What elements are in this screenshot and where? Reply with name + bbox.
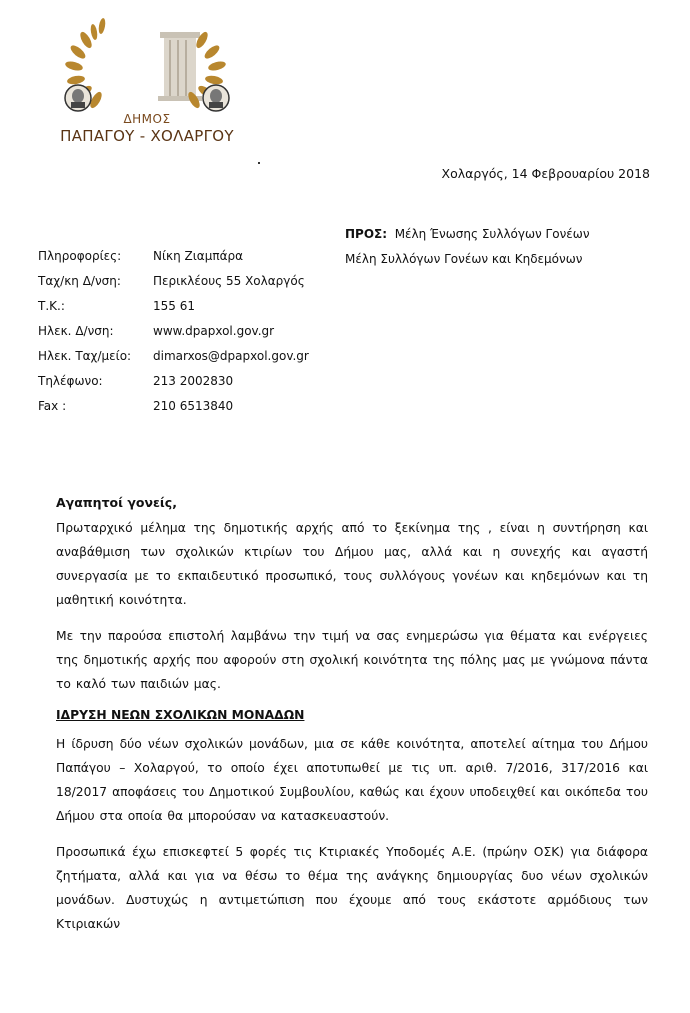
contact-label: Ηλεκ. Δ/νση:: [38, 324, 114, 338]
greeting: Αγαπητοί γονείς,: [56, 495, 177, 510]
contact-label: Τηλέφωνο:: [38, 374, 103, 388]
recipient-line-2: Μέλη Συλλόγων Γονέων και Κηδεμόνων: [345, 252, 583, 266]
letter-body: [56, 495, 648, 948]
paragraph: Προσωπικά έχω επισκεφτεί 5 φορές τις Κτιριακές Υποδομές Α.Ε. (πρώην ΟΣΚ) για διάφορα ζητήματα, αλλά και για να θέσω το θέμα της ανάγκης δημιουργίας δυο νέων σχολικών μονάδων. Δυστυχώς η αντιμετώπιση που έχουμε από τους εκάστοτε αρμόδιους των Κτιριακών: [56, 845, 648, 931]
recipient-line-1: Μέλη Ένωσης Συλλόγων Γονέων: [394, 227, 590, 241]
stray-mark: [258, 162, 260, 164]
recipients-block: [345, 222, 590, 272]
contact-label: Ταχ/κη Δ/νση:: [38, 274, 121, 288]
logo-line-1: ΔΗΜΟΣ: [123, 112, 171, 126]
logo-line-2: ΠΑΠΑΓΟΥ - ΧΟΛΑΡΓΟΥ: [60, 127, 234, 145]
contact-row: [38, 372, 309, 397]
recipients-label: ΠΡΟΣ:: [345, 227, 388, 241]
contact-row: [38, 297, 309, 322]
contact-value: 213 2002830: [153, 374, 234, 388]
paragraph: Η ίδρυση δύο νέων σχολικών μονάδων, μια σε κάθε κοινότητα, αποτελεί αίτημα του Δήμου Παπάγου – Χολαργού, το οποίο έχει αποτυπωθεί με τις υπ. αριθ. 7/2016, 317/2016 και 18/2017 αποφάσεις του Δημοτικού Συμβουλίου, καθώς και έχουν υποδειχθεί και οικόπεδα του Δήμου στα οποία θα μπορούσαν να κατασκευαστούν.: [56, 737, 648, 823]
contact-value: 210 6513840: [153, 399, 234, 413]
contact-value: 155 61: [153, 299, 195, 313]
contact-row: [38, 397, 309, 422]
letter-date: Χολαργός, 14 Φεβρουαρίου 2018: [441, 166, 650, 181]
contact-label: Fax :: [38, 399, 67, 413]
contact-value: Νίκη Ζιαμπάρα: [153, 249, 244, 263]
laurel-wreath-emblem: [52, 10, 242, 115]
contact-value: Περικλέους 55 Χολαργός: [153, 274, 305, 288]
contact-label: Τ.Κ.:: [38, 299, 65, 313]
contact-label: Ηλεκ. Ταχ/μείο:: [38, 349, 132, 363]
contact-row: [38, 247, 309, 272]
contact-row: [38, 347, 309, 372]
section-heading: ΙΔΡΥΣΗ ΝΕΩΝ ΣΧΟΛΙΚΩΝ ΜΟΝΑΔΩΝ: [56, 708, 305, 722]
contact-info: [38, 247, 309, 422]
paragraph: Πρωταρχικό μέλημα της δημοτικής αρχής από το ξεκίνημα της , είναι η συντήρηση και αναβάθμιση των σχολικών κτιρίων του Δήμου μας, αλλά και η συνεχής και αγαστή συνεργασία με το εκπαιδευτικό προσωπικό, τους συλλόγους γονέων και κηδεμόνων και τη μαθητική κοινότητα.: [56, 521, 648, 607]
contact-row: [38, 272, 309, 297]
contact-label: Πληροφορίες:: [38, 249, 122, 263]
municipality-logo: [52, 10, 242, 145]
paragraph: Με την παρούσα επιστολή λαμβάνω την τιμή να σας ενημερώσω για θέματα και ενέργειες της δημοτικής αρχής που αφορούν στη σχολική κοινότητα της πόλης μας με γνώμονα πάντα το καλό των παιδιών μας.: [56, 629, 648, 691]
contact-value: dimarxos@dpapxol.gov.gr: [153, 349, 309, 363]
contact-row: [38, 322, 309, 347]
contact-value: www.dpapxol.gov.gr: [153, 324, 275, 338]
